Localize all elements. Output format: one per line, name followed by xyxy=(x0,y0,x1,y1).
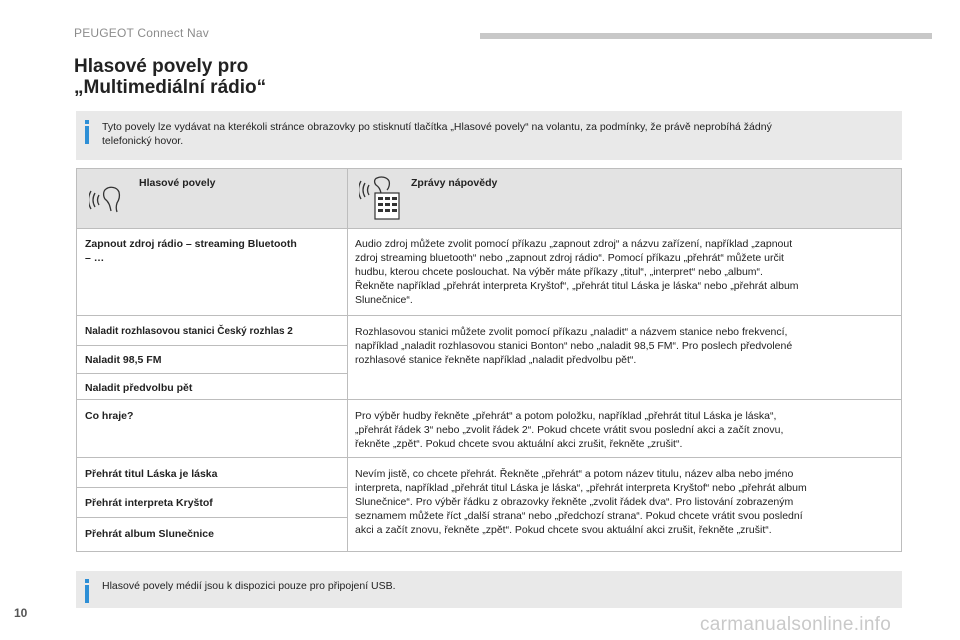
command-tune-preset: Naladit předvolbu pět xyxy=(85,382,193,394)
command-tune-frequency: Naladit 98,5 FM xyxy=(85,354,162,366)
header-help-messages: Zprávy nápovědy xyxy=(411,177,498,189)
help-line: seznamem můžete říct „další strana“ nebo „předchozí strana“. Pokud chcete vrátit svou poslední xyxy=(355,510,803,522)
header-bar xyxy=(480,33,932,39)
command-text: Zapnout zdroj rádio – streaming Bluetooth xyxy=(85,238,297,250)
help-whats-playing xyxy=(355,409,895,451)
voice-help-keypad-icon xyxy=(359,175,401,221)
help-line: řekněte „zpět“. Pokud chcete svou aktuální akci zrušit, řekněte „zrušit“. xyxy=(355,438,683,450)
help-line: například „naladit rozhlasovou stanici Bonton“ nebo „naladit 98,5 FM“. Pro poslech předvolené xyxy=(355,340,793,352)
voice-commands-table xyxy=(76,168,902,552)
help-line: Rozhlasovou stanici můžete zvolit pomocí příkazu „naladit“ a názvem stanice nebo frekvencí, xyxy=(355,326,788,338)
row-divider xyxy=(77,373,347,374)
page-title xyxy=(74,56,266,98)
help-line: Nevím jistě, co chcete přehrát. Řekněte „přehrát“ a potom název titulu, název alba nebo jméno xyxy=(355,468,794,480)
row-divider xyxy=(77,457,901,458)
brand-header: PEUGEOT Connect Nav xyxy=(74,26,209,40)
help-line: „přehrát řádek 3“ nebo „zvolit řádek 2“. Pokud chcete vrátit svou poslední akci a začít znovu, xyxy=(355,424,784,436)
header-voice-commands: Hlasové povely xyxy=(139,177,216,189)
voice-command-icon xyxy=(89,185,123,215)
page-number: 10 xyxy=(14,606,28,620)
column-divider xyxy=(347,169,348,551)
command-play-title: Přehrát titul Láska je láska xyxy=(85,468,218,480)
info-box-bottom xyxy=(76,571,902,608)
watermark: carmanualsonline.info xyxy=(700,614,892,635)
help-line: Slunečnice“. xyxy=(355,294,413,306)
help-line: interpreta, například „přehrát titul Láska je láska“, „přehrát interpreta Kryštof“ nebo „přehrát album xyxy=(355,482,807,494)
help-line: hudbu, kterou chcete poslouchat. Na výběr máte příkazy „titul“, „interpret“ nebo „album“. xyxy=(355,266,763,278)
row-divider xyxy=(77,315,901,316)
help-line: Pro výběr hudby řekněte „přehrát“ a potom položku, například „přehrát titul Láska je láska“, xyxy=(355,410,777,422)
help-line: zdroj streaming bluetooth“ nebo „zapnout zdroj rádio“. Pomocí příkazu „přehrát“ můžete určit xyxy=(355,252,784,264)
command-tune-station: Naladit rozhlasovou stanici Český rozhlas 2 xyxy=(85,326,293,337)
help-line: rozhlasové stanice řekněte například „naladit předvolbu pět“. xyxy=(355,354,637,366)
help-line: Audio zdroj můžete zvolit pomocí příkazu „zapnout zdroj“ a názvu zařízení, například „zapnout xyxy=(355,238,793,250)
info-icon xyxy=(85,120,89,144)
help-play xyxy=(355,467,895,537)
info-box-top xyxy=(76,111,902,160)
command-whats-playing: Co hraje? xyxy=(85,410,134,422)
row-divider xyxy=(77,487,347,488)
help-line: akci a začít znovu, řekněte „zpět“. Pokud chcete svou aktuální akci zrušit, řekněte „zrušit“. xyxy=(355,524,772,536)
command-play-artist: Přehrát interpreta Kryštof xyxy=(85,497,213,509)
row-divider xyxy=(77,345,347,346)
command-play-album: Přehrát album Slunečnice xyxy=(85,528,214,540)
row-divider xyxy=(77,517,347,518)
info-icon xyxy=(85,579,89,603)
command-text: – … xyxy=(85,252,105,264)
table-header xyxy=(77,169,901,229)
info-text-line-2: telefonický hovor. xyxy=(102,135,184,147)
help-line: Slunečnice“. Pro výběr řádku z obrazovky řekněte „zvolit řádek dva“. Pro listování zobrazeným xyxy=(355,496,794,508)
info-text-line-1: Tyto povely lze vydávat na kterékoli stránce obrazovky po stisknutí tlačítka „Hlasové povely“ na volantu, za podmínky, že právě neprobíhá žádný xyxy=(102,121,772,133)
row-divider xyxy=(77,399,901,400)
info-text: Hlasové povely médií jsou k dispozici pouze pro připojení USB. xyxy=(102,580,396,592)
help-bluetooth xyxy=(355,237,895,307)
help-line: Řekněte například „přehrát interpreta Kryštof“, „přehrát titul Láska je láska“ nebo „přehrát album xyxy=(355,280,799,292)
command-bluetooth xyxy=(85,237,341,265)
help-radio xyxy=(355,325,895,367)
page-title-line-1: Hlasové povely pro xyxy=(74,56,249,77)
page-title-line-2: „Multimediální rádio“ xyxy=(74,77,267,98)
